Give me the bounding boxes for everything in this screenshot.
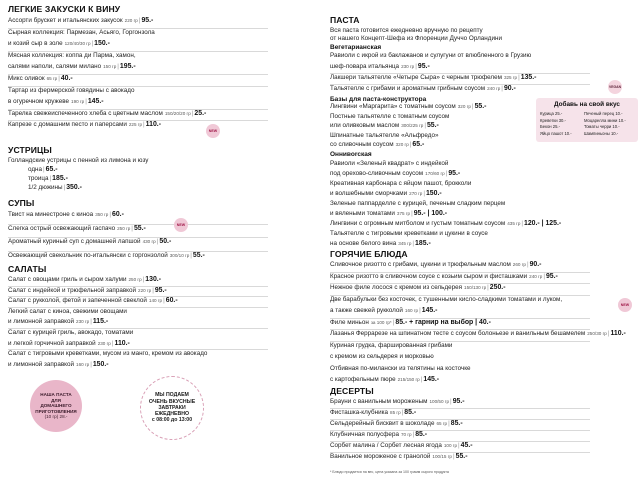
menu-item xyxy=(28,175,68,182)
separator: | xyxy=(409,141,412,148)
item-price: 115.- xyxy=(92,318,109,326)
separator: | xyxy=(63,184,66,191)
menu-item xyxy=(8,121,161,128)
separator: | xyxy=(152,286,154,294)
item-name: Салат с индейкой и трюфельной заправкой xyxy=(8,286,137,294)
vegetarian-subtitle: Вегетарианская xyxy=(330,44,382,51)
item-weight: 65 гр xyxy=(436,421,448,426)
item-weight: 65 гр xyxy=(46,76,58,81)
item-price: 55.- xyxy=(474,103,487,110)
item-name: Фисташка-клубника xyxy=(330,409,389,416)
item-name: Куриная грудка, фаршированная грибами xyxy=(330,341,453,349)
item-name: Постные тальятелле с томатным соусом xyxy=(330,112,450,120)
item-weight: за 100 гр* xyxy=(370,319,392,325)
menu-item xyxy=(330,240,431,247)
item-weight: 375 гр xyxy=(396,211,411,216)
item-price: 150.- xyxy=(94,40,110,48)
menu-item xyxy=(8,340,130,347)
item-weight: 170/60 гр xyxy=(425,171,445,176)
item-weight: 150/20/20 гр xyxy=(164,110,191,116)
separator: | xyxy=(450,398,452,405)
menu-item xyxy=(8,308,127,315)
menu-item xyxy=(8,252,205,259)
add-on-item: Курица 25.- xyxy=(540,111,563,116)
item-price: 95.- xyxy=(154,286,167,294)
separator: | xyxy=(111,339,114,347)
menu-item xyxy=(330,353,434,360)
item-name: салями наполи, салями милано xyxy=(8,63,102,71)
pasta-intro: от нашего Концепт-Шефа из Флоренции Дуччо Орландини xyxy=(330,35,502,42)
item-name: Микс оливок xyxy=(8,75,45,82)
menu-item xyxy=(330,170,460,177)
separator: | xyxy=(58,75,60,82)
separator: | xyxy=(156,238,159,245)
item-name: Сорбет малина / Сорбет лесная ягода xyxy=(330,442,442,449)
stamp-line: (10 гр) 28.- xyxy=(44,414,68,420)
item-weight: 320 гр xyxy=(395,142,409,147)
item-price: 85.- xyxy=(404,409,417,416)
stamp-line: МЫ ПОДАЕМ xyxy=(155,392,189,399)
separator: | xyxy=(458,442,460,449)
menu-item xyxy=(330,431,427,438)
menu-item xyxy=(8,361,109,368)
item-name: Ассорти брускет и итальянских закусок xyxy=(8,17,123,24)
item-price: 60.- xyxy=(165,297,178,305)
item-name: Зеленые паппарделле с курицей, печеным сладким перцем xyxy=(330,200,506,207)
item-weight: 430 гр xyxy=(142,239,156,244)
separator: | xyxy=(411,210,413,217)
item-name: Сырная коллекция: Пармезан, Асьяго, Горгонзола xyxy=(8,28,155,36)
item-name: Тартар из фермерской говядины с авокадо xyxy=(8,86,135,94)
separator: | xyxy=(392,318,395,326)
item-name: и вялеными томатами xyxy=(330,210,395,217)
item-price: 45.- xyxy=(460,442,473,449)
item-name: Тарелка свежеиспеченного хлеба с цветным маслом xyxy=(8,109,163,117)
item-weight: 160 гр xyxy=(76,361,90,367)
item-price: 130.- xyxy=(145,276,162,283)
separator: | xyxy=(415,63,417,70)
menu-item xyxy=(8,297,178,304)
menu-item xyxy=(330,141,424,148)
new-badge: NEW xyxy=(174,218,188,232)
add-on-item: Креветки 30.- xyxy=(540,117,566,123)
separator: | xyxy=(420,376,423,383)
item-name: Лингвини с огромным митболом и густым томатным соусом xyxy=(330,220,506,227)
new-badge: NEW xyxy=(618,298,632,312)
item-name: Слегка острый освежающий гаспачо xyxy=(8,224,116,232)
separator: | xyxy=(412,240,415,247)
item-name: одна xyxy=(28,166,43,173)
add-on-item: Моцарелла мини 10.- xyxy=(584,117,626,123)
item-weight: 260 гр xyxy=(512,262,526,267)
item-name: Салат с рукколой, фетой и запеченной свеклой xyxy=(8,297,147,305)
item-price: 95.- xyxy=(545,272,558,280)
pasta-take-home-stamp xyxy=(30,380,82,432)
menu-item xyxy=(8,17,153,24)
item-price: 250.- xyxy=(489,284,506,291)
menu-item xyxy=(330,210,447,217)
item-name: Лакшери тальятелле «Четыре Сыра» с черным трюфелем xyxy=(330,74,502,81)
item-price: 145.- xyxy=(423,376,440,383)
item-price: 85.- + гарнир на выбор | 40.- xyxy=(395,318,491,326)
item-price: 95.- xyxy=(448,170,461,177)
separator: | xyxy=(143,121,145,129)
menu-item xyxy=(330,409,416,416)
item-price: 40.- xyxy=(60,75,73,82)
item-price: 185.- xyxy=(52,175,68,182)
item-weight: 250 гр xyxy=(117,225,131,231)
stamp-line: НАША ПАСТА xyxy=(40,392,72,398)
item-price: 110.- xyxy=(610,330,626,337)
menu-item xyxy=(330,113,449,120)
menu-item xyxy=(8,29,155,36)
item-weight: 230 гр xyxy=(97,340,111,346)
menu-item xyxy=(8,318,108,325)
item-price: 135.- xyxy=(520,74,537,81)
menu-item xyxy=(330,420,463,427)
item-name: с картофельным пюре xyxy=(330,376,396,383)
stamp-line: ЕЖЕДНЕВНО xyxy=(154,411,190,418)
item-weight: 120/40/30 гр xyxy=(64,41,91,47)
menu-item xyxy=(330,200,505,207)
item-name: Сельдерейный бисквит в шоколаде xyxy=(330,420,435,427)
menu-item xyxy=(330,442,473,449)
item-name: Лазанья Феррарезе на шпинатном тесте с соусом болоньезе и ванильным бешамелем xyxy=(330,330,586,337)
item-name: Ароматный куриный суп с домашней лапшой xyxy=(8,238,141,245)
separator: | xyxy=(419,307,421,314)
menu-item xyxy=(330,85,516,92)
menu-item xyxy=(8,87,134,94)
menu-item xyxy=(330,103,486,110)
item-price: 145.- xyxy=(87,98,104,106)
hot-title: ГОРЯЧИЕ БЛЮДА xyxy=(330,249,408,259)
separator: | xyxy=(445,170,448,177)
menu-item xyxy=(8,211,124,218)
separator: | xyxy=(90,360,92,368)
menu-item xyxy=(330,132,438,139)
item-weight: 230 гр xyxy=(401,64,415,69)
menu-item xyxy=(330,74,536,81)
menu-item xyxy=(8,40,110,47)
item-name: Лингвини «Маргарита» с томатным соусом xyxy=(330,103,456,110)
item-price: 145.- xyxy=(421,307,438,314)
item-weight: 100/50 гр xyxy=(429,399,450,404)
item-price: 195.- xyxy=(119,63,136,71)
pasta-title: ПАСТА xyxy=(330,15,360,25)
item-name: Равиоли с икрой из баклажанов и сулугуни от влюбленного в Грузию xyxy=(330,52,532,59)
item-name: Креативная карбонара с яйцом пашот, брокколи xyxy=(330,180,472,187)
menu-item xyxy=(28,166,58,173)
item-weight: 320 гр xyxy=(457,104,471,109)
pasta-intro: Вся паста готовится ежедневно вручную по рецепту xyxy=(330,27,483,34)
item-price: 185.- xyxy=(415,240,431,247)
menu-item xyxy=(8,287,167,294)
menu-item xyxy=(330,307,437,314)
item-price: 60.- xyxy=(112,211,124,218)
menu-item xyxy=(330,230,488,237)
separator: | xyxy=(49,175,52,182)
menu-item xyxy=(8,110,206,117)
item-name: с кремом из сельдерея и морковью xyxy=(330,353,434,360)
separator: | xyxy=(487,284,489,291)
item-price: 350.- xyxy=(66,184,82,191)
item-name: Красное ризотто в сливочном соусе с козьим сыром и фисташками xyxy=(330,272,528,280)
item-weight: 350 гр xyxy=(95,212,109,217)
item-weight: 85 гр xyxy=(390,410,401,415)
item-weight: 345 гр xyxy=(398,241,412,246)
separator: | xyxy=(401,409,404,416)
separator: | xyxy=(607,330,610,337)
item-weight: 215/150 гр xyxy=(397,377,420,382)
separator: | xyxy=(85,98,87,106)
separator: | xyxy=(501,85,503,92)
item-price: 55.- xyxy=(455,453,468,460)
menu-item xyxy=(330,330,626,337)
item-weight: 240 гр xyxy=(529,273,543,279)
menu-item xyxy=(330,220,561,227)
item-weight: 220 гр xyxy=(138,287,152,293)
footnote: * Блюдо продается на вес, цена указана за 100 грамм сырого продукта xyxy=(330,470,449,474)
item-weight: 325 гр xyxy=(503,75,518,80)
item-price: 95.- xyxy=(417,63,430,70)
item-name: Клубничная полусфера xyxy=(330,431,399,438)
menu-item xyxy=(8,276,161,283)
item-name: в огуречном кружеве xyxy=(8,98,70,106)
separator: | xyxy=(91,40,94,48)
item-name: Капрезе с домашним песто и naпeрсами xyxy=(8,121,127,129)
add-on-item: Томаты черри 10.- xyxy=(584,124,620,129)
item-name: и лимонной заправкой xyxy=(8,318,75,326)
menu-item xyxy=(8,52,136,59)
item-name: Две барабульки без косточек, с тушенными кисло-сладкими томатами и луком, xyxy=(330,295,563,303)
item-name: Салат с овощами гриль и сыром халуми xyxy=(8,276,127,283)
separator: | xyxy=(412,431,415,438)
appetizers-title: ЛЕГКИЕ ЗАКУСКИ К ВИНУ xyxy=(8,4,121,14)
item-name: и легкой горчичной заправкой xyxy=(8,339,96,347)
item-price: 85.- xyxy=(415,431,428,438)
menu-item xyxy=(330,284,506,291)
item-name: Отбивная по-милански из телятины на косточке xyxy=(330,364,471,372)
menu-item xyxy=(8,63,136,70)
item-weight: 240 гр xyxy=(487,86,501,91)
separator: | xyxy=(43,166,45,173)
menu-item xyxy=(330,273,558,280)
item-price: 55.- xyxy=(133,224,146,232)
item-price: 55.- xyxy=(426,122,439,129)
item-weight: 140 гр xyxy=(148,298,163,304)
item-name: Твист на минестроне с киноа xyxy=(8,211,94,218)
menu-item xyxy=(8,350,207,357)
desserts-title: ДЕСЕРТЫ xyxy=(330,386,374,396)
item-weight: 150/130 гр xyxy=(464,285,487,290)
new-badge: NEW xyxy=(206,124,220,138)
menu-item xyxy=(330,376,439,383)
stamp-line: с 08:00 до 13:00 xyxy=(151,417,193,424)
item-weight: 300/225 гр xyxy=(401,123,424,128)
item-name: Салат с курицей гриль, авокадо, томатами xyxy=(8,329,134,336)
item-name: шеф-повара итальянца xyxy=(330,63,400,70)
item-weight: 160 гр xyxy=(404,308,419,313)
add-on-item: Шампиньоны 10.- xyxy=(584,130,619,136)
item-weight: 100 гр xyxy=(443,443,458,448)
item-price: 65.- xyxy=(412,141,425,148)
separator: | xyxy=(131,224,133,232)
separator: | xyxy=(448,420,450,427)
item-weight: 250/30 гр xyxy=(587,331,607,336)
item-name: Шпинатные тальятелле «Альфредо» xyxy=(330,131,439,139)
menu-item xyxy=(330,190,442,197)
add-on-item: Печеный перец 10.- xyxy=(584,111,623,116)
breakfast-stamp xyxy=(140,376,204,440)
item-name: Ванильное мороженое с гранолой xyxy=(330,453,431,460)
separator: | xyxy=(518,74,520,81)
stamp-line: ДОМАШНЕГО xyxy=(40,403,72,409)
item-name: Сливочное ризотто с грибами, цукини и трюфельным маслом xyxy=(330,261,511,268)
item-name: Салат с тигровыми креветками, мусом из манго, кремом из авокадо xyxy=(8,350,208,358)
menu-item xyxy=(330,319,491,326)
item-name: Тальятелле с тигровыми креветками и цукини в соусе xyxy=(330,230,488,237)
separator: | xyxy=(142,276,145,283)
separator: | xyxy=(452,453,455,460)
separator: | xyxy=(163,297,165,305)
stamp-line: ДЛЯ xyxy=(51,397,61,403)
menu-item xyxy=(8,238,171,245)
item-name: Брауни с ванильным мороженым xyxy=(330,398,428,405)
item-weight: 225 гр xyxy=(128,122,143,128)
item-name: троица xyxy=(28,175,49,182)
separator: | xyxy=(526,261,529,268)
item-name: и волшебными сморчками xyxy=(330,190,408,197)
item-price: 95.- xyxy=(452,398,465,405)
vegan-badge: VEGAN xyxy=(608,80,622,94)
separator: | xyxy=(543,272,545,280)
menu-item xyxy=(330,342,452,349)
separator: | xyxy=(424,122,426,129)
soups-title: СУПЫ xyxy=(8,198,35,208)
item-price: 50.- xyxy=(159,238,172,245)
menu-item xyxy=(330,180,471,187)
item-price: 55.- xyxy=(192,251,205,259)
separator: | xyxy=(190,251,192,259)
menu-item xyxy=(8,75,73,82)
item-name: и лимонной заправкой xyxy=(8,360,75,368)
separator: | xyxy=(138,17,141,24)
menu-item xyxy=(28,184,82,191)
menu-item xyxy=(330,261,541,268)
separator: | xyxy=(117,63,119,71)
item-name: Освежающий свекольник по-итальянски с горгонзолой xyxy=(8,251,168,259)
separator: | xyxy=(191,109,194,117)
item-price: 25.- xyxy=(194,109,207,117)
oysters-title: УСТРИЦЫ xyxy=(8,145,52,155)
oysters-desc: Голландские устрицы с пенной из лимона и юзу xyxy=(8,157,149,164)
item-name: Тальятелле с грибами и ароматным грибным соусом xyxy=(330,85,486,92)
separator: | xyxy=(423,190,425,197)
item-price: 85.- xyxy=(450,420,463,427)
item-weight: 250 гр xyxy=(128,277,142,282)
item-price: 120.- | 125.- xyxy=(524,220,562,227)
menu-item xyxy=(330,296,562,303)
menu-item xyxy=(8,329,133,336)
separator: | xyxy=(109,211,111,218)
item-weight: 190 гр xyxy=(71,99,85,105)
item-name: Легкий салат с киноа, свежими овощами xyxy=(8,307,127,315)
stamp-line: ОЧЕНЬ ВКУСНЫЕ xyxy=(148,398,196,405)
item-weight: 150 гр xyxy=(103,64,117,70)
item-weight: 300/10 гр xyxy=(169,252,190,258)
menu-item xyxy=(330,365,471,372)
item-price: 150.- xyxy=(425,190,442,197)
item-weight: 230 гр xyxy=(76,319,90,325)
item-weight: 270 гр xyxy=(409,191,423,196)
add-ons-title: Добавь на свой вкус xyxy=(554,101,620,108)
menu-item xyxy=(8,98,104,105)
item-price: 110.- xyxy=(145,121,161,129)
separator: | xyxy=(471,103,474,110)
item-price: 95.- | 100.- xyxy=(413,210,448,217)
item-name: со сливочным соусом xyxy=(330,141,394,148)
menu-item xyxy=(330,63,430,70)
item-price: 110.- xyxy=(114,339,130,347)
stamp-line: ЗАВТРАКИ xyxy=(158,404,186,411)
omnivore-subtitle: Оннивorская xyxy=(330,151,372,158)
item-name: а также свежей рукколой xyxy=(330,307,403,314)
menu-item xyxy=(330,52,531,59)
item-name: Филе миньон xyxy=(330,318,369,326)
menu-item xyxy=(330,398,465,405)
item-price: 95.- xyxy=(141,17,154,24)
item-name: и козий сыр в золе xyxy=(8,40,63,48)
item-price: 90.- xyxy=(529,261,542,268)
separator: | xyxy=(521,220,524,227)
item-name: под орехово-сливочным соусом xyxy=(330,170,424,177)
menu-item xyxy=(330,453,467,460)
stamp-line: ПРИГОТОВЛЕНИЯ xyxy=(35,408,77,414)
item-price: 150.- xyxy=(92,360,109,368)
base-subtitle: Базы для паста-конструктора xyxy=(330,96,427,103)
item-weight: 435 гр xyxy=(507,221,521,226)
item-name: Нежное филе лосося с кремом из сельдерея xyxy=(330,284,463,291)
item-weight: 220 гр xyxy=(124,18,138,23)
menu-item xyxy=(330,160,448,167)
add-on-item: Яйцо пашот 10.- xyxy=(540,130,572,136)
salads-title: САЛАТЫ xyxy=(8,264,47,274)
item-name: на основе белого вина xyxy=(330,240,397,247)
item-price: 90.- xyxy=(503,85,516,92)
item-weight: 100/15 гр xyxy=(432,454,452,459)
item-price: 65.- xyxy=(45,166,58,173)
menu-item xyxy=(330,122,439,129)
item-name: 1/2 дюжины xyxy=(28,184,63,191)
item-name: или оливковым маслом xyxy=(330,122,400,129)
add-on-item: Бекон 25.- xyxy=(540,124,560,129)
separator: | xyxy=(90,318,92,326)
menu-item xyxy=(8,225,146,232)
item-weight: 70 гр xyxy=(400,432,412,437)
item-name: Мясная коллекция: коппа ди Парма, хамон, xyxy=(8,51,136,59)
item-name: Равиоли «Зеленый квадрат» с индейкой xyxy=(330,160,449,167)
